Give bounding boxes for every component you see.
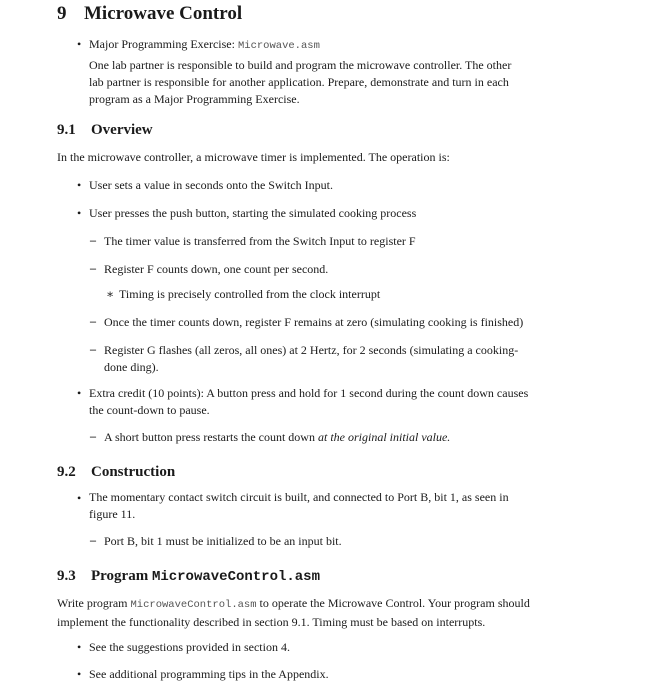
overview-subitem-line: done ding). [104,360,159,374]
bullet-marker: • [77,37,82,51]
dash-marker: – [90,342,96,356]
overview-subitem: Register F counts down, one count per second. [104,262,329,276]
dash-marker: – [90,314,96,328]
bullet-marker: • [77,178,82,192]
section-heading [57,3,242,25]
intro-paragraph-line: One lab partner is responsible to build and program the microwave controller. The other [89,58,512,72]
construction-title: Construction [91,464,176,480]
dash-marker: – [90,261,96,275]
section-title: Microwave Control [84,3,243,24]
program-title-code: MicrowaveControl.asm [151,569,320,585]
program-text: to operate the Microwave Control. Your program should [256,596,530,610]
program-text: Write program [57,596,131,610]
program-bullet: See the suggestions provided in section 4. [89,640,290,654]
intro-filename: Microwave.asm [237,40,320,52]
overview-subitem [104,342,518,376]
bullet-marker: • [77,206,82,220]
star-marker: ∗ [106,287,115,301]
construction-line: The momentary contact switch circuit is built, and connected to Port B, bit 1, as seen in [89,490,509,504]
extra-credit-item [89,385,528,419]
program-paragraph-line: implement the functionality described in section 9.1. Timing must be based on interrupts. [57,615,486,629]
restart-emphasis: at the original initial value. [317,430,451,444]
overview-subitem: The timer value is transferred from the Switch Input to register F [104,234,416,248]
construction-line: figure 11. [89,507,136,521]
program-title-prefix: Program [91,568,152,584]
overview-number: 9.1 [57,122,76,138]
overview-lead: In the microwave controller, a microwave timer is implemented. The operation is: [57,150,450,164]
overview-heading [57,122,153,139]
bullet-marker: • [77,640,82,654]
program-number: 9.3 [57,568,76,584]
program-heading [57,568,320,585]
construction-heading [57,464,175,481]
construction-subitem: Port B, bit 1 must be initialized to be an input bit. [104,534,342,548]
program-paragraph [57,595,530,631]
intro-paragraph-line: lab partner is responsible for another application. Prepare, demonstrate and turn in each [89,75,509,89]
restart-text: A short button press restarts the count down [104,430,318,444]
program-bullet: See additional programming tips in the Appendix. [89,667,329,681]
intro-label: Major Programming Exercise: [89,37,238,51]
overview-title: Overview [91,122,153,138]
program-code: MicrowaveControl.asm [130,599,257,611]
intro-paragraph [89,57,511,108]
dash-marker: – [90,429,96,443]
intro-label-line [89,36,320,55]
bullet-marker: • [77,491,82,505]
bullet-marker: • [77,667,82,681]
extra-credit-line: Extra credit (10 points): A button press and hold for 1 second during the count down causes [89,386,529,400]
overview-subitem-line: Register G flashes (all zeros, all ones) at 2 Hertz, for 2 seconds (simulating a cooking- [104,343,519,357]
overview-subitem [104,429,450,446]
overview-item: User sets a value in seconds onto the Switch Input. [89,178,333,192]
overview-item: User presses the push button, starting the simulated cooking process [89,206,417,220]
section-number: 9 [57,3,67,24]
program-paragraph-line [57,595,530,614]
bullet-marker: • [77,386,82,400]
extra-credit-line: the count-down to pause. [89,403,210,417]
overview-subsubitem: Timing is precisely controlled from the clock interrupt [119,287,381,301]
dash-marker: – [90,533,96,547]
construction-number: 9.2 [57,464,76,480]
intro-paragraph-line: program as a Major Programming Exercise. [89,92,300,106]
overview-subitem: Once the timer counts down, register F remains at zero (simulating cooking is finished) [104,315,524,329]
construction-item [89,489,509,523]
dash-marker: – [90,233,96,247]
